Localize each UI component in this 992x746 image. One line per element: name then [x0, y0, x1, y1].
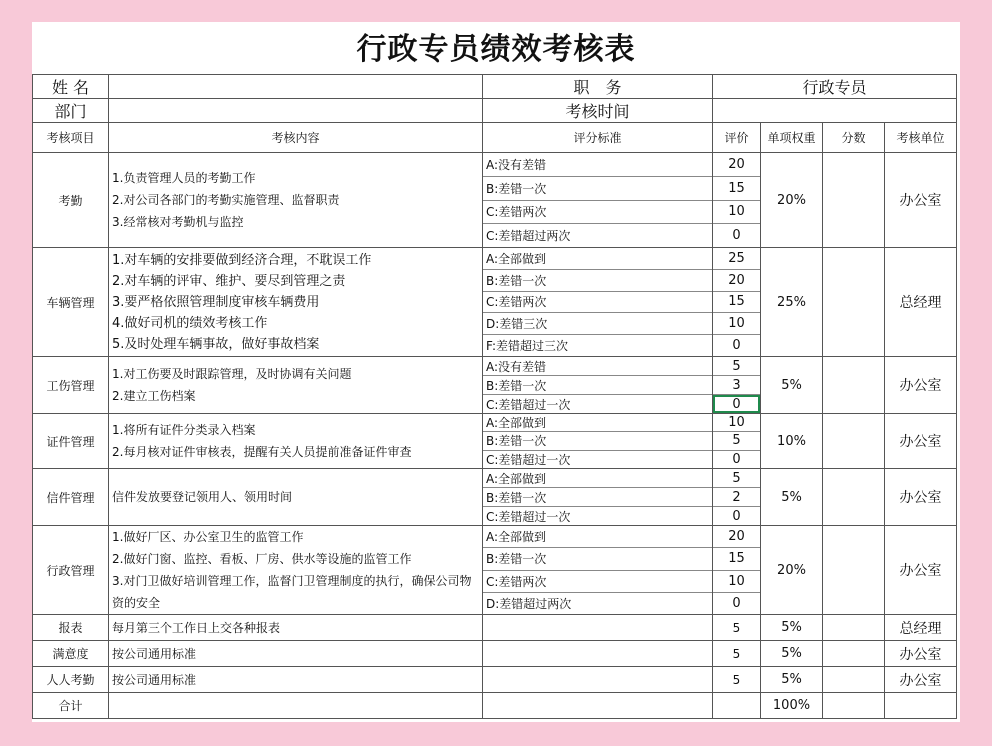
col-weight: 单项权重	[761, 123, 823, 153]
score-value[interactable]: 20	[713, 526, 760, 548]
standard-line[interactable]: C:差错两次	[483, 201, 712, 225]
content-cell[interactable]: 按公司通用标准	[109, 641, 483, 667]
content-line: 4.做好司机的绩效考核工作	[112, 315, 268, 331]
position-label: 职 务	[483, 75, 713, 99]
total-standard[interactable]	[483, 693, 713, 719]
score-cell[interactable]	[823, 615, 885, 641]
table-row	[33, 526, 957, 615]
standard-line[interactable]: A:没有差错	[483, 153, 712, 177]
score-cell[interactable]	[823, 667, 885, 693]
evaluation-cell[interactable]: 5	[713, 641, 761, 667]
score-value[interactable]: 0	[732, 228, 741, 244]
standard-line[interactable]: B:差错一次	[483, 432, 712, 450]
standard-line[interactable]: A:全部做到	[483, 526, 712, 548]
weight-cell[interactable]: 5%	[761, 615, 823, 641]
standard-line[interactable]: B:差错一次	[483, 177, 712, 201]
content-cell[interactable]	[109, 526, 483, 615]
content-line: 1.负责管理人员的考勤工作	[112, 171, 256, 185]
score-value[interactable]: 15	[713, 548, 760, 570]
spreadsheet	[32, 22, 960, 722]
content-line: 1.做好厂区、办公室卫生的监管工作	[112, 530, 304, 544]
table-row	[33, 641, 957, 667]
unit-cell[interactable]: 办公室	[885, 414, 957, 469]
score-value[interactable]: 20	[713, 270, 760, 292]
col-evaluation: 评价	[713, 123, 761, 153]
content-cell[interactable]: 每月第三个工作日上交各种报表	[109, 615, 483, 641]
weight-cell[interactable]: 10%	[761, 414, 823, 469]
content-line: 3.对门卫做好培训管理工作，监督门卫管理制度的执行，确保公司物资的安全	[112, 574, 472, 610]
standard-cell	[483, 526, 713, 615]
item-cell[interactable]: 行政管理	[33, 526, 109, 615]
total-unit[interactable]	[885, 693, 957, 719]
weight-cell[interactable]: 5%	[761, 667, 823, 693]
content-line: 1.将所有证件分类录入档案	[112, 423, 256, 437]
unit-cell[interactable]: 办公室	[885, 357, 957, 414]
score-value[interactable]: 2	[713, 488, 760, 507]
name-label: 姓 名	[33, 75, 109, 99]
standard-line[interactable]: C:差错超过一次	[486, 397, 571, 412]
content-line: 3.经常核对考勤机与监控	[112, 215, 244, 229]
table-row	[33, 248, 957, 357]
content-line: 5.及时处理车辆事故，做好事故档案	[112, 336, 320, 352]
table-row	[33, 357, 957, 414]
standard-line[interactable]: C:差错两次	[483, 571, 712, 593]
score-value[interactable]: 0	[713, 395, 760, 413]
content-cell[interactable]	[109, 414, 483, 469]
item-cell[interactable]: 工伤管理	[33, 357, 109, 414]
content-line: 3.要严格依照管理制度审核车辆费用	[112, 294, 320, 310]
standard-line[interactable]: B:差错一次	[483, 270, 712, 292]
standard-line[interactable]: C:差错超过两次	[486, 229, 571, 244]
weight-cell[interactable]: 5%	[761, 357, 823, 414]
score-cell[interactable]	[823, 248, 885, 357]
score-value[interactable]: 0	[732, 508, 741, 524]
dept-value[interactable]	[109, 99, 483, 123]
evaluation-cell	[713, 469, 761, 526]
standard-cell	[483, 153, 713, 248]
item-cell[interactable]: 报表	[33, 615, 109, 641]
item-cell[interactable]: 信件管理	[33, 469, 109, 526]
content-line: 信件发放要登记领用人、领用时间	[112, 490, 293, 504]
standard-line[interactable]: D:差错超过两次	[486, 596, 572, 611]
score-cell[interactable]	[823, 641, 885, 667]
item-cell[interactable]: 考勤	[33, 153, 109, 248]
score-value[interactable]: 0	[732, 338, 741, 354]
evaluation-cell	[713, 526, 761, 615]
unit-cell[interactable]: 总经理	[885, 248, 957, 357]
score-value[interactable]: 0	[732, 595, 741, 611]
score-value[interactable]: 25	[713, 248, 760, 270]
content-line: 1.对工伤要及时跟踪管理，及时协调有关问题	[112, 367, 352, 381]
content-line: 1.对车辆的安排要做到经济合理，不耽误工作	[112, 252, 372, 268]
col-score: 分数	[823, 123, 885, 153]
content-cell[interactable]: 按公司通用标准	[109, 667, 483, 693]
weight-cell[interactable]: 5%	[761, 641, 823, 667]
evaluation-cell[interactable]: 5	[713, 667, 761, 693]
weight-cell[interactable]: 20%	[761, 526, 823, 615]
standard-line[interactable]: C:差错超过一次	[486, 509, 571, 524]
unit-cell[interactable]: 办公室	[885, 526, 957, 615]
evaluation-cell	[713, 248, 761, 357]
standard-line[interactable]: B:差错一次	[483, 376, 712, 395]
unit-cell[interactable]: 总经理	[885, 615, 957, 641]
standard-line[interactable]: B:差错一次	[483, 488, 712, 507]
standard-cell	[483, 469, 713, 526]
item-cell[interactable]: 证件管理	[33, 414, 109, 469]
score-cell[interactable]	[823, 414, 885, 469]
standard-line[interactable]: A:全部做到	[483, 469, 712, 488]
evaluation-cell	[713, 153, 761, 248]
content-cell[interactable]	[109, 469, 483, 526]
content-cell[interactable]	[109, 357, 483, 414]
standard-cell[interactable]	[483, 667, 713, 693]
standard-line[interactable]: C:差错超过一次	[486, 452, 571, 467]
item-cell[interactable]: 车辆管理	[33, 248, 109, 357]
total-evaluation[interactable]	[713, 693, 761, 719]
content-line: 2.建立工伤档案	[112, 389, 196, 403]
score-value[interactable]: 5	[713, 469, 760, 488]
item-cell[interactable]: 人人考勤	[33, 667, 109, 693]
score-value[interactable]: 10	[713, 201, 760, 225]
unit-cell[interactable]: 办公室	[885, 469, 957, 526]
standard-cell	[483, 357, 713, 414]
score-value[interactable]: 15	[713, 292, 760, 314]
table-row	[33, 469, 957, 526]
name-value[interactable]	[109, 75, 483, 99]
col-content: 考核内容	[109, 123, 483, 153]
score-value[interactable]: 5	[713, 432, 760, 450]
table-row	[33, 153, 957, 248]
standard-cell[interactable]	[483, 641, 713, 667]
score-cell[interactable]	[823, 526, 885, 615]
unit-cell[interactable]: 办公室	[885, 667, 957, 693]
score-cell[interactable]	[823, 469, 885, 526]
standard-line[interactable]: C:差错两次	[483, 292, 712, 314]
standard-line[interactable]: B:差错一次	[483, 548, 712, 570]
content-cell[interactable]	[109, 248, 483, 357]
item-cell[interactable]: 满意度	[33, 641, 109, 667]
total-label: 合计	[33, 693, 109, 719]
score-value[interactable]: 10	[713, 313, 760, 335]
period-value[interactable]	[713, 99, 957, 123]
weight-cell[interactable]: 25%	[761, 248, 823, 357]
content-line: 2.对车辆的评审、维护、要尽到管理之责	[112, 273, 346, 289]
score-cell[interactable]	[823, 357, 885, 414]
table-row	[33, 414, 957, 469]
content-cell[interactable]	[109, 153, 483, 248]
column-header-row	[33, 123, 957, 153]
col-standard: 评分标准	[483, 123, 713, 153]
unit-cell[interactable]: 办公室	[885, 153, 957, 248]
standard-line[interactable]: F:差错超过三次	[486, 339, 569, 354]
content-line: 2.对公司各部门的考勤实施管理、监督职责	[112, 193, 340, 207]
standard-cell	[483, 248, 713, 357]
evaluation-cell	[713, 414, 761, 469]
score-value[interactable]: 0	[732, 451, 741, 467]
weight-cell[interactable]: 20%	[761, 153, 823, 248]
standard-line[interactable]: A:全部做到	[483, 248, 712, 270]
standard-line[interactable]: D:差错三次	[483, 313, 712, 335]
total-weight: 100%	[761, 693, 823, 719]
content-line: 2.做好门窗、监控、看板、厂房、供水等设施的监管工作	[112, 552, 412, 566]
score-value[interactable]: 3	[713, 376, 760, 395]
standard-line[interactable]: A:没有差错	[483, 357, 712, 376]
score-cell[interactable]	[823, 153, 885, 248]
score-value[interactable]: 20	[713, 153, 760, 177]
score-value[interactable]: 5	[713, 357, 760, 376]
content-line: 2.每月核对证件审核表，提醒有关人员提前准备证件审查	[112, 445, 412, 459]
table-row	[33, 615, 957, 641]
table-row	[33, 667, 957, 693]
dept-label: 部门	[33, 99, 109, 123]
score-value[interactable]: 15	[713, 177, 760, 201]
total-row	[33, 693, 957, 719]
col-unit: 考核单位	[885, 123, 957, 153]
weight-cell[interactable]: 5%	[761, 469, 823, 526]
standard-cell	[483, 414, 713, 469]
score-value[interactable]: 10	[713, 414, 760, 432]
total-score[interactable]	[823, 693, 885, 719]
period-label: 考核时间	[483, 99, 713, 123]
standard-line[interactable]: A:全部做到	[483, 414, 712, 432]
position-value[interactable]: 行政专员	[713, 75, 957, 99]
unit-cell[interactable]: 办公室	[885, 641, 957, 667]
total-content[interactable]	[109, 693, 483, 719]
col-item: 考核项目	[33, 123, 109, 153]
appraisal-table	[32, 74, 957, 719]
evaluation-cell	[713, 357, 761, 414]
evaluation-cell[interactable]: 5	[713, 615, 761, 641]
sheet-title: 行政专员绩效考核表	[356, 32, 636, 67]
standard-cell[interactable]	[483, 615, 713, 641]
score-value[interactable]: 10	[713, 571, 760, 593]
